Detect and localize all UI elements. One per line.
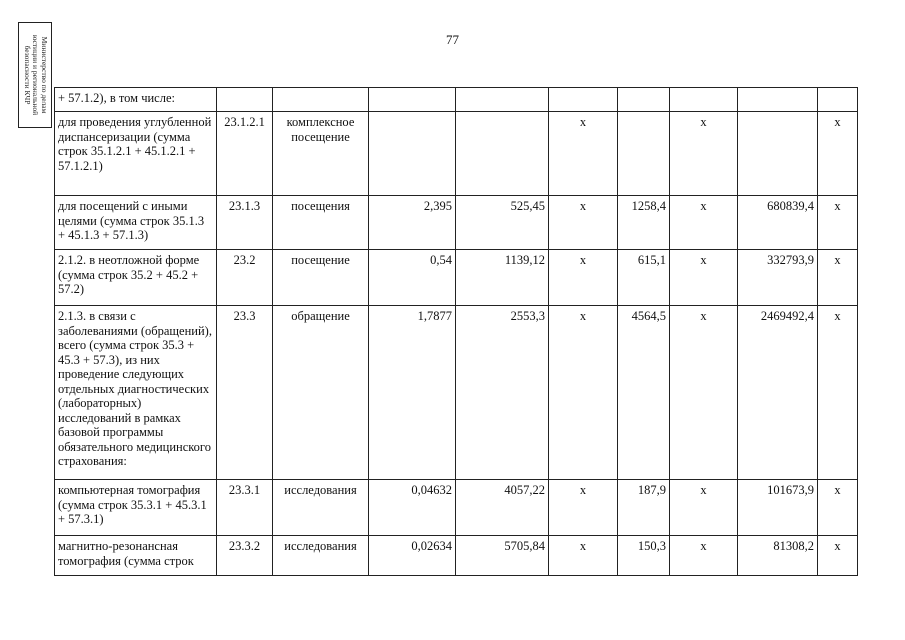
row-col6-cell: x bbox=[549, 112, 618, 196]
table-row bbox=[55, 88, 858, 112]
row-code-cell: 23.3.2 bbox=[217, 536, 273, 576]
row-col8-cell: x bbox=[670, 112, 738, 196]
row-col9-cell: 101673,9 bbox=[738, 480, 818, 536]
row-col8-cell: x bbox=[670, 250, 738, 306]
row-col9-cell: 2469492,4 bbox=[738, 306, 818, 480]
row-code-cell: 23.3.1 bbox=[217, 480, 273, 536]
row-name-cell: 2.1.3. в связи с заболеваниями (обращений), всего (сумма строк 35.3 + 45.3 + 57.3), из них проведение следующих отдельных диагностических (лабораторных) исследований в рамках базовой программы обязательного медицинского страхования: bbox=[55, 306, 217, 480]
row-unit-cell bbox=[273, 88, 369, 112]
row-col7-cell: 615,1 bbox=[618, 250, 670, 306]
data-table bbox=[54, 87, 858, 576]
row-col7-cell: 1258,4 bbox=[618, 196, 670, 250]
table-row bbox=[55, 250, 858, 306]
row-col7-cell bbox=[618, 112, 670, 196]
row-unit-cell: посещения bbox=[273, 196, 369, 250]
row-name-cell: + 57.1.2), в том числе: bbox=[55, 88, 217, 112]
table-row bbox=[55, 196, 858, 250]
row-col8-cell: x bbox=[670, 480, 738, 536]
row-code-cell: 23.2 bbox=[217, 250, 273, 306]
row-cost-cell bbox=[456, 112, 549, 196]
row-code-cell: 23.3 bbox=[217, 306, 273, 480]
row-col6-cell: x bbox=[549, 536, 618, 576]
table-row bbox=[55, 536, 858, 576]
row-col8-cell: x bbox=[670, 536, 738, 576]
row-cost-cell: 2553,3 bbox=[456, 306, 549, 480]
row-col9-cell: 332793,9 bbox=[738, 250, 818, 306]
row-col9-cell bbox=[738, 112, 818, 196]
row-col10-cell: x bbox=[818, 306, 858, 480]
row-cost-cell: 1139,12 bbox=[456, 250, 549, 306]
row-col7-cell: 4564,5 bbox=[618, 306, 670, 480]
row-unit-cell: обращение bbox=[273, 306, 369, 480]
row-unit-cell: исследования bbox=[273, 480, 369, 536]
row-col6-cell: x bbox=[549, 480, 618, 536]
row-col6-cell: x bbox=[549, 306, 618, 480]
row-unit-cell: исследования bbox=[273, 536, 369, 576]
row-unit-cell: комплексное посещение bbox=[273, 112, 369, 196]
row-name-cell: 2.1.2. в неотложной форме (сумма строк 35.2 + 45.2 + 57.2) bbox=[55, 250, 217, 306]
row-name-cell: компьютерная томография (сумма строк 35.3.1 + 45.3.1 + 57.3.1) bbox=[55, 480, 217, 536]
row-col9-cell: 680839,4 bbox=[738, 196, 818, 250]
row-col10-cell: x bbox=[818, 196, 858, 250]
row-col9-cell bbox=[738, 88, 818, 112]
table-row bbox=[55, 112, 858, 196]
table-row bbox=[55, 480, 858, 536]
row-cost-cell: 4057,22 bbox=[456, 480, 549, 536]
row-volume-cell bbox=[369, 112, 456, 196]
row-col8-cell bbox=[670, 88, 738, 112]
row-cost-cell: 525,45 bbox=[456, 196, 549, 250]
row-col10-cell: x bbox=[818, 250, 858, 306]
row-col10-cell: x bbox=[818, 112, 858, 196]
row-volume-cell: 0,04632 bbox=[369, 480, 456, 536]
row-name-cell: для посещений с иными целями (сумма строк 35.1.3 + 45.1.3 + 57.1.3) bbox=[55, 196, 217, 250]
row-col7-cell: 150,3 bbox=[618, 536, 670, 576]
row-code-cell: 23.1.2.1 bbox=[217, 112, 273, 196]
row-cost-cell: 5705,84 bbox=[456, 536, 549, 576]
row-col10-cell: x bbox=[818, 480, 858, 536]
row-name-cell: для проведения углубленной диспансеризации (сумма строк 35.1.2.1 + 45.1.2.1 + 57.1.2.1) bbox=[55, 112, 217, 196]
row-col10-cell bbox=[818, 88, 858, 112]
row-col7-cell bbox=[618, 88, 670, 112]
row-code-cell: 23.1.3 bbox=[217, 196, 273, 250]
row-volume-cell: 2,395 bbox=[369, 196, 456, 250]
page-number: 77 bbox=[446, 32, 459, 47]
row-code-cell bbox=[217, 88, 273, 112]
row-volume-cell: 1,7877 bbox=[369, 306, 456, 480]
row-col9-cell: 81308,2 bbox=[738, 536, 818, 576]
table-row bbox=[55, 306, 858, 480]
row-col6-cell bbox=[549, 88, 618, 112]
table-body bbox=[55, 88, 858, 576]
stamp-text: Министерство по делам юстиции и региональной безопасности КЧР bbox=[22, 34, 49, 116]
row-volume-cell bbox=[369, 88, 456, 112]
row-cost-cell bbox=[456, 88, 549, 112]
row-col7-cell: 187,9 bbox=[618, 480, 670, 536]
row-col10-cell: x bbox=[818, 536, 858, 576]
row-col8-cell: x bbox=[670, 196, 738, 250]
row-col8-cell: x bbox=[670, 306, 738, 480]
row-volume-cell: 0,54 bbox=[369, 250, 456, 306]
row-col6-cell: x bbox=[549, 196, 618, 250]
row-volume-cell: 0,02634 bbox=[369, 536, 456, 576]
row-col6-cell: x bbox=[549, 250, 618, 306]
row-name-cell: магнитно-резонансная томография (сумма строк bbox=[55, 536, 217, 576]
row-unit-cell: посещение bbox=[273, 250, 369, 306]
ministry-stamp bbox=[18, 22, 52, 128]
